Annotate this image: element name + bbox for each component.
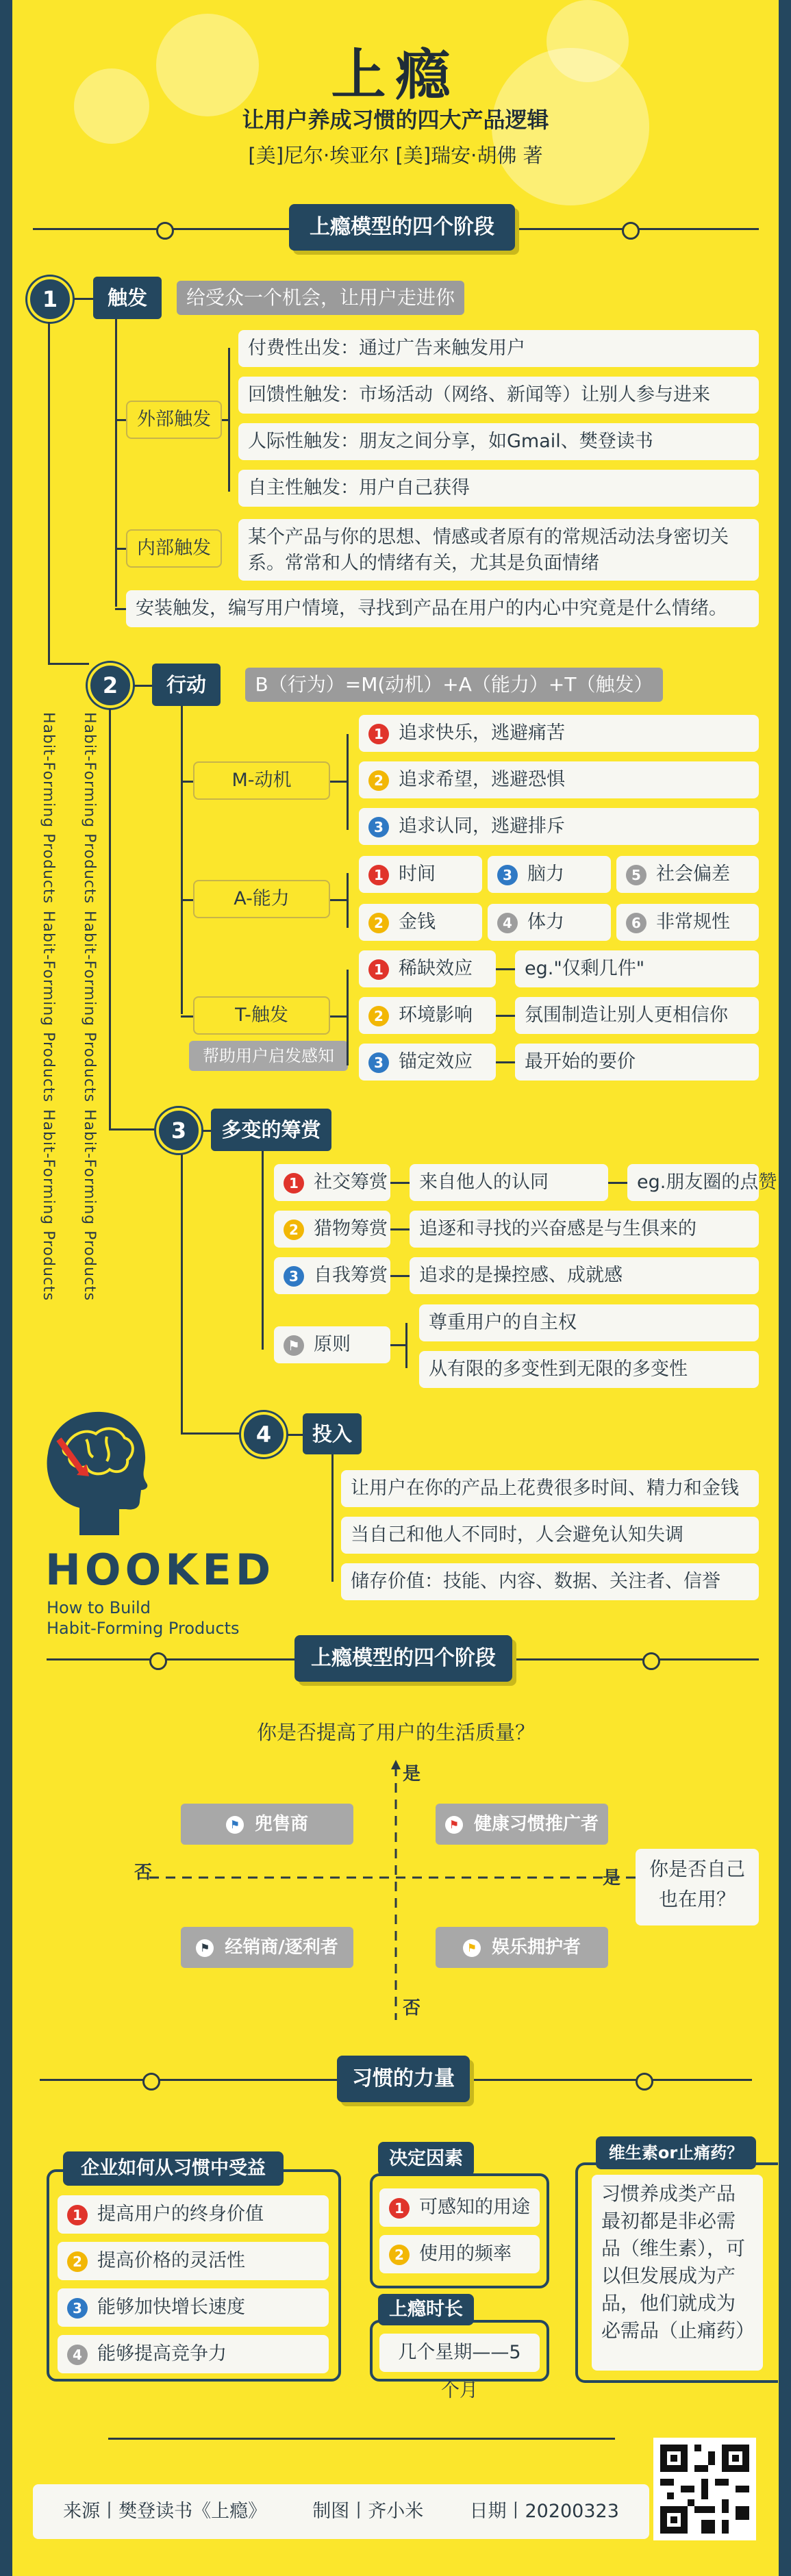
investment-item: 当自己和他人不同时，人会避免认知失调 [341, 1517, 759, 1554]
ability-item [488, 856, 611, 893]
trigger-label: T-触发 [193, 996, 330, 1035]
connector [390, 1228, 410, 1230]
stage-number: 3 [156, 1108, 201, 1153]
connector [181, 706, 183, 1014]
brain-head-logo [38, 1398, 155, 1542]
principle-name: 原则 [314, 1334, 351, 1355]
reward-desc: 追逐和寻找的兴奋感是与生俱来的 [410, 1211, 759, 1248]
behavior-formula: B（行为）=M(动机）+A（能力）+T（触发） [245, 668, 663, 702]
principle-item [274, 1326, 390, 1363]
connector [496, 1015, 515, 1017]
factor-text: 可感知的用途 [419, 2197, 530, 2218]
number-badge: 1 [284, 1173, 304, 1194]
reward-item [274, 1211, 390, 1248]
section-banner: 上瘾模型的四个阶段 [289, 204, 515, 251]
stage-label: 触发 [93, 277, 162, 319]
stage-label: 行动 [152, 664, 221, 706]
investment-item: 储存价值：技能、内容、数据、关注者、信誉 [341, 1563, 759, 1600]
external-trigger-item: 人际性触发：朋友之间分享，如Gmail、樊登读书 [238, 423, 759, 460]
external-trigger-item: 付费性出发：通过广告来触发用户 [238, 330, 759, 367]
footer-maker: 制图丨齐小米 [312, 2501, 424, 2522]
number-badge: 1 [368, 724, 389, 744]
connector [109, 709, 111, 1130]
trigger-name: 环境影响 [399, 1005, 473, 1026]
quality-question: 你是否提高了用户的生活质量？ [256, 1721, 535, 1744]
infographic-page [12, 0, 779, 2576]
number-badge: 1 [67, 2205, 88, 2225]
flag-icon: ⚑ [463, 1939, 481, 1957]
connector [109, 1128, 157, 1131]
trigger-note: 帮助用户启发感知 [189, 1041, 348, 1071]
enterprise-item [58, 2242, 329, 2280]
trigger-name: 稀缺效应 [399, 958, 473, 979]
connector [405, 1323, 407, 1368]
connector [496, 1061, 515, 1063]
connector [181, 1015, 194, 1018]
number-badge: 4 [67, 2345, 88, 2365]
number-badge: 3 [497, 865, 518, 885]
qr-code[interactable] [653, 2438, 756, 2540]
connector [331, 1454, 334, 1582]
connector [181, 1432, 242, 1435]
connector [390, 1275, 410, 1277]
motivation-label: M-动机 [193, 761, 330, 800]
connector [347, 734, 349, 830]
flag-icon: ⚑ [226, 1816, 244, 1834]
number-badge: 3 [368, 817, 389, 837]
ability-item [616, 904, 759, 941]
authors: [美]尼尔·埃亚尔 [美]瑞安·胡佛 著 [248, 144, 543, 167]
y-axis-negative: 否 [403, 1998, 421, 2019]
ability-text: 金钱 [399, 911, 436, 933]
connector [262, 1151, 264, 1350]
enterprise-text: 能够提高竞争力 [97, 2343, 227, 2364]
stage-note: 给受众一个机会，让用户走进你 [177, 281, 464, 315]
connector [134, 685, 153, 687]
footer-date: 日期丨20200323 [469, 2501, 619, 2522]
internal-trigger-label: 内部触发 [126, 529, 222, 568]
page-subtitle: 让用户养成习惯的四大产品逻辑 [242, 107, 549, 133]
ability-text: 社会偏差 [656, 863, 730, 885]
number-badge: 3 [284, 1266, 304, 1287]
trigger-desc: 氛围制造让别人更相信你 [515, 997, 759, 1034]
side-vertical-text: Habit-Forming Products [40, 712, 57, 905]
section-banner: 习惯的力量 [337, 2056, 470, 2102]
factor-text: 使用的频率 [419, 2243, 512, 2264]
reward-extra: eg.朋友圈的点赞 [627, 1164, 759, 1201]
matrix-axes [115, 1760, 663, 2027]
number-badge: 2 [368, 913, 389, 933]
connector [330, 1015, 347, 1018]
duration-text: 几个星期——5个月 [379, 2334, 540, 2372]
side-vertical-text: Habit-Forming Products [81, 712, 98, 905]
trigger-item [359, 997, 496, 1034]
flag-icon: ⚑ [196, 1939, 214, 1957]
ability-item [359, 856, 482, 893]
ability-text: 体力 [527, 911, 564, 933]
internal-trigger-text: 某个产品与你的思想、情感或者原有的常规活动法身密切关系。常常和人的情绪有关，尤其是负面情绪 [238, 519, 759, 581]
number-badge: 2 [67, 2251, 88, 2272]
quadrant-top-left [181, 1804, 353, 1845]
number-badge: 1 [368, 865, 389, 885]
reward-name: 自我筹赏 [314, 1265, 388, 1286]
trigger-item [359, 1044, 496, 1081]
ability-text: 时间 [399, 863, 436, 885]
connector [390, 1182, 410, 1184]
x-axis-positive: 是 [603, 1868, 621, 1889]
side-vertical-text: Habit-Forming Products [40, 911, 57, 1103]
enterprise-item [58, 2335, 329, 2373]
ability-item [359, 904, 482, 941]
duration-title: 上瘾时长 [378, 2294, 474, 2325]
principle-desc: 尊重用户的自主权 [419, 1304, 759, 1341]
external-trigger-label: 外部触发 [126, 401, 222, 439]
quadrant-bottom-left [181, 1927, 353, 1968]
footer-divider [108, 2438, 615, 2440]
connector [74, 298, 95, 300]
footer-source: 来源丨樊登读书《上瘾》 [63, 2501, 267, 2522]
quadrant-label: 娱乐拥护者 [491, 1937, 581, 1958]
enterprise-text: 提高用户的终身价值 [97, 2204, 264, 2225]
enterprise-item [58, 2195, 329, 2234]
trigger-desc: eg."仅剩几件" [515, 950, 759, 987]
connector [181, 781, 194, 783]
hooked-tagline-1: How to Build [47, 1598, 151, 1617]
enterprise-text: 提高价格的灵活性 [97, 2250, 245, 2271]
reward-name: 社交筹赏 [314, 1172, 388, 1193]
enterprise-title: 企业如何从习惯中受益 [63, 2151, 284, 2186]
quadrant-label: 兜售商 [254, 1814, 308, 1834]
stage-number: 2 [88, 663, 133, 708]
connector [390, 1344, 405, 1346]
ability-text: 脑力 [527, 863, 564, 885]
external-trigger-item: 回馈性触发：市场活动（网络、新闻等）让别人参与进来 [238, 377, 759, 414]
quadrant-label: 经销商/逐利者 [225, 1937, 338, 1958]
number-badge: 1 [389, 2198, 410, 2219]
x-axis-negative: 否 [134, 1862, 153, 1883]
vitamin-title: 维生素or止痛药？ [596, 2136, 756, 2169]
number-badge: 1 [368, 959, 389, 980]
factor-item [379, 2188, 540, 2227]
stage-number: 1 [27, 277, 73, 322]
reward-item [274, 1257, 390, 1294]
connector [347, 873, 349, 928]
trigger-desc: 最开始的要价 [515, 1044, 759, 1081]
vitamin-text: 习惯养成类产品最初都是非必需品（维生素），可以但发展成为产品，他们就成为必需品（止痛药） [592, 2175, 763, 2371]
connector [181, 1154, 183, 1432]
connector [48, 663, 89, 665]
number-badge: 3 [67, 2298, 88, 2319]
motivation-item [359, 808, 759, 845]
y-axis-positive: 是 [403, 1764, 421, 1784]
reward-desc: 来自他人的认同 [410, 1164, 608, 1201]
connector [115, 319, 117, 607]
ability-text: 非常规性 [656, 911, 730, 933]
external-trigger-item: 自主性触发：用户自己获得 [238, 470, 759, 507]
enterprise-text: 能够加快增长速度 [97, 2297, 245, 2318]
side-vertical-text: Habit-Forming Products [40, 1109, 57, 1302]
install-trigger-text: 安装触发，编写用户情境，寻找到产品在用户的内心中究竟是什么情绪。 [126, 590, 759, 627]
number-badge: 3 [368, 1052, 389, 1073]
stage-number: 4 [241, 1412, 286, 1457]
motivation-item [359, 715, 759, 752]
reward-item [274, 1164, 390, 1201]
motivation-text: 追求快乐，逃避痛苦 [399, 722, 565, 744]
investment-item: 让用户在你的产品上花费很多时间、精力和金钱 [341, 1470, 759, 1507]
connector [181, 899, 194, 901]
connector [347, 970, 349, 1065]
connector [288, 1434, 304, 1436]
side-vertical-text: Habit-Forming Products [81, 911, 98, 1103]
reward-name: 猎物筹赏 [314, 1218, 388, 1239]
number-badge: 6 [626, 913, 646, 933]
stage-label: 投入 [303, 1413, 362, 1454]
connector [222, 419, 229, 421]
quadrant-label: 健康习惯推广者 [473, 1814, 599, 1834]
motivation-text: 追求认同，逃避排斥 [399, 816, 565, 837]
number-badge: 2 [284, 1220, 304, 1240]
section-banner: 上瘾模型的四个阶段 [294, 1635, 512, 1682]
flag-icon: ⚑ [445, 1816, 463, 1834]
connector [48, 322, 50, 664]
motivation-text: 追求希望，逃避恐惧 [399, 769, 565, 790]
motivation-item [359, 761, 759, 798]
stage-label: 多变的筹赏 [211, 1109, 331, 1151]
self-use-question: 你是否自己也在用？ [636, 1849, 759, 1925]
hooked-tagline-2: Habit-Forming Products [47, 1619, 240, 1638]
trigger-name: 锚定效应 [399, 1051, 473, 1072]
reward-desc: 追求的是操控感、成就感 [410, 1257, 759, 1294]
quadrant-bottom-right [436, 1927, 608, 1968]
ability-item [488, 904, 611, 941]
number-badge: 2 [368, 770, 389, 791]
enterprise-item [58, 2288, 329, 2327]
footer-credits [33, 2484, 649, 2539]
page-title: 上瘾 [331, 42, 460, 107]
connector [330, 781, 347, 783]
number-badge: 5 [626, 865, 646, 885]
side-vertical-text: Habit-Forming Products [81, 1109, 98, 1302]
quadrant-top-right [436, 1804, 608, 1845]
principle-desc: 从有限的多变性到无限的多变性 [419, 1351, 759, 1388]
connector [330, 899, 347, 901]
factor-item [379, 2235, 540, 2273]
hooked-wordmark: HOOKED [45, 1545, 275, 1595]
number-badge: 2 [368, 1006, 389, 1026]
factors-title: 决定因素 [378, 2142, 474, 2176]
number-badge: 4 [497, 913, 518, 933]
trigger-item [359, 950, 496, 987]
flag-icon: ⚑ [284, 1335, 304, 1356]
ability-item [616, 856, 759, 893]
number-badge: 2 [389, 2245, 410, 2265]
ability-label: A-能力 [193, 880, 330, 918]
connector [496, 968, 515, 970]
connector [608, 1182, 627, 1184]
